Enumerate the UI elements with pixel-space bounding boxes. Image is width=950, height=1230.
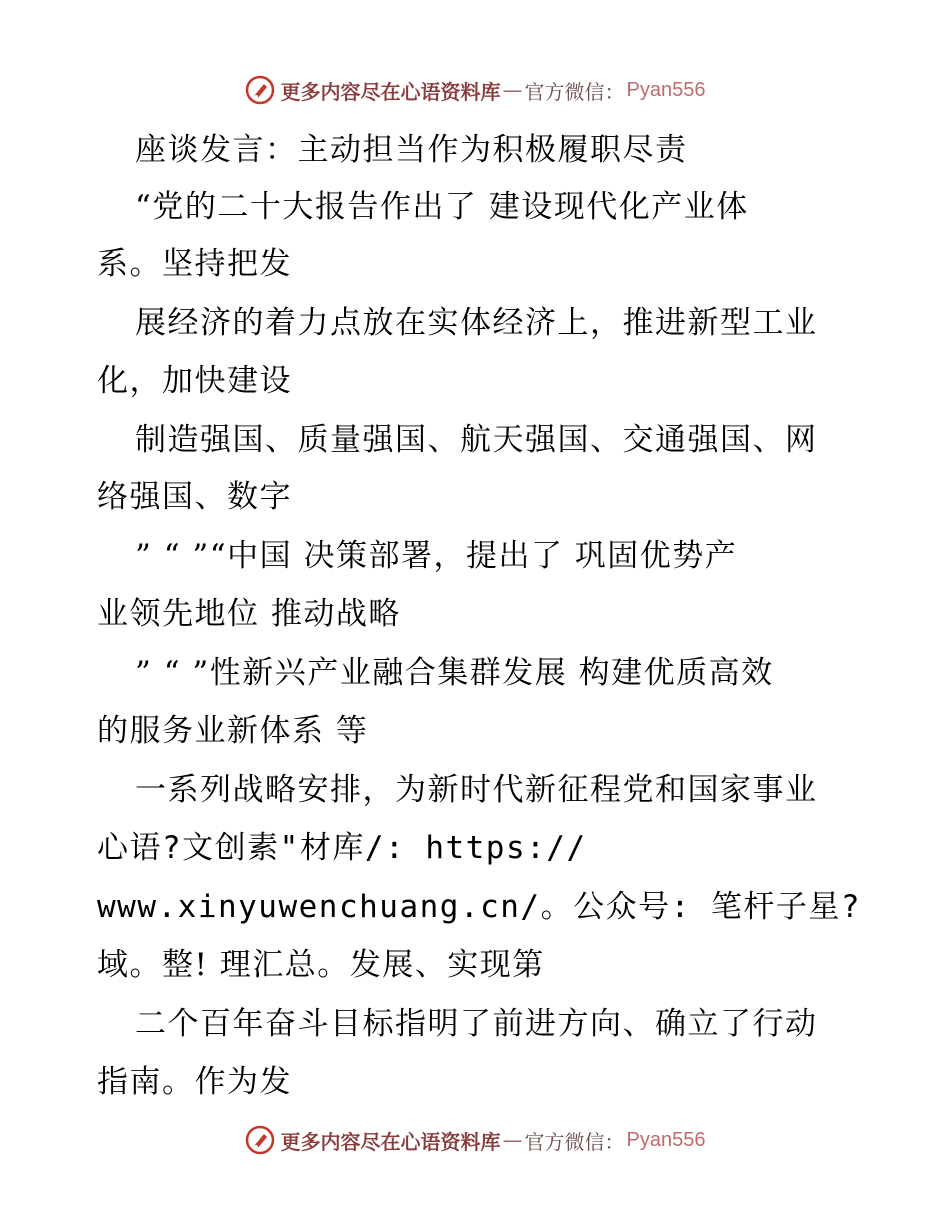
pen-nib-logo-icon [245, 1125, 275, 1155]
header-banner [0, 70, 950, 110]
pen-nib-logo-icon [245, 75, 275, 105]
document-title: 座谈发言：主动担当作为积极履职尽责 [135, 132, 688, 168]
footer-wechat-handle: Pyan556 [626, 1128, 706, 1151]
header-separator: — [502, 78, 523, 102]
document-line: 的服务业新体系 等 [97, 713, 369, 749]
footer-wechat-label: 官方微信： [524, 1129, 625, 1154]
document-line: 制造强国、质量强国、航天强国、交通强国、网 [135, 422, 818, 458]
document-line: 心语?文创素"材库/: https:// [97, 830, 587, 866]
header-wechat-label: 官方微信： [524, 79, 625, 104]
document-line: 化，加快建设 [97, 363, 292, 399]
header-brand-text: 更多内容尽在心语资料库 [280, 79, 501, 104]
document-line: 业领先地位 推动战略 [97, 596, 401, 632]
document-line: 展经济的着力点放在实体经济上，推进新型工业 [135, 305, 818, 341]
footer-banner [0, 1120, 950, 1160]
footer-brand-text: 更多内容尽在心语资料库 [280, 1129, 501, 1154]
document-line: ” “ ”性新兴产业融合集群发展 构建优质高效 [135, 655, 774, 691]
document-line: “党的二十大报告作出了 建设现代化产业体 [135, 189, 749, 225]
document-line: www.xinyuwenchuang.cn/。公众号: 笔杆子星? [97, 889, 862, 925]
document-line: 指南。作为发 [97, 1064, 292, 1100]
document-line: 系。坚持把发 [97, 246, 292, 282]
document-line: ” “ ”“中国 决策部署，提出了 巩固优势产 [135, 538, 738, 574]
header-wechat-handle: Pyan556 [626, 78, 706, 101]
document-line: 域。整! 理汇总。发展、实现第 [97, 947, 545, 983]
footer-separator: — [502, 1128, 523, 1152]
document-line: 二个百年奋斗目标指明了前进方向、确立了行动 [135, 1006, 818, 1042]
document-line: 一系列战略安排，为新时代新征程党和国家事业 [135, 772, 818, 808]
document-line: 络强国、数字 [97, 479, 292, 515]
